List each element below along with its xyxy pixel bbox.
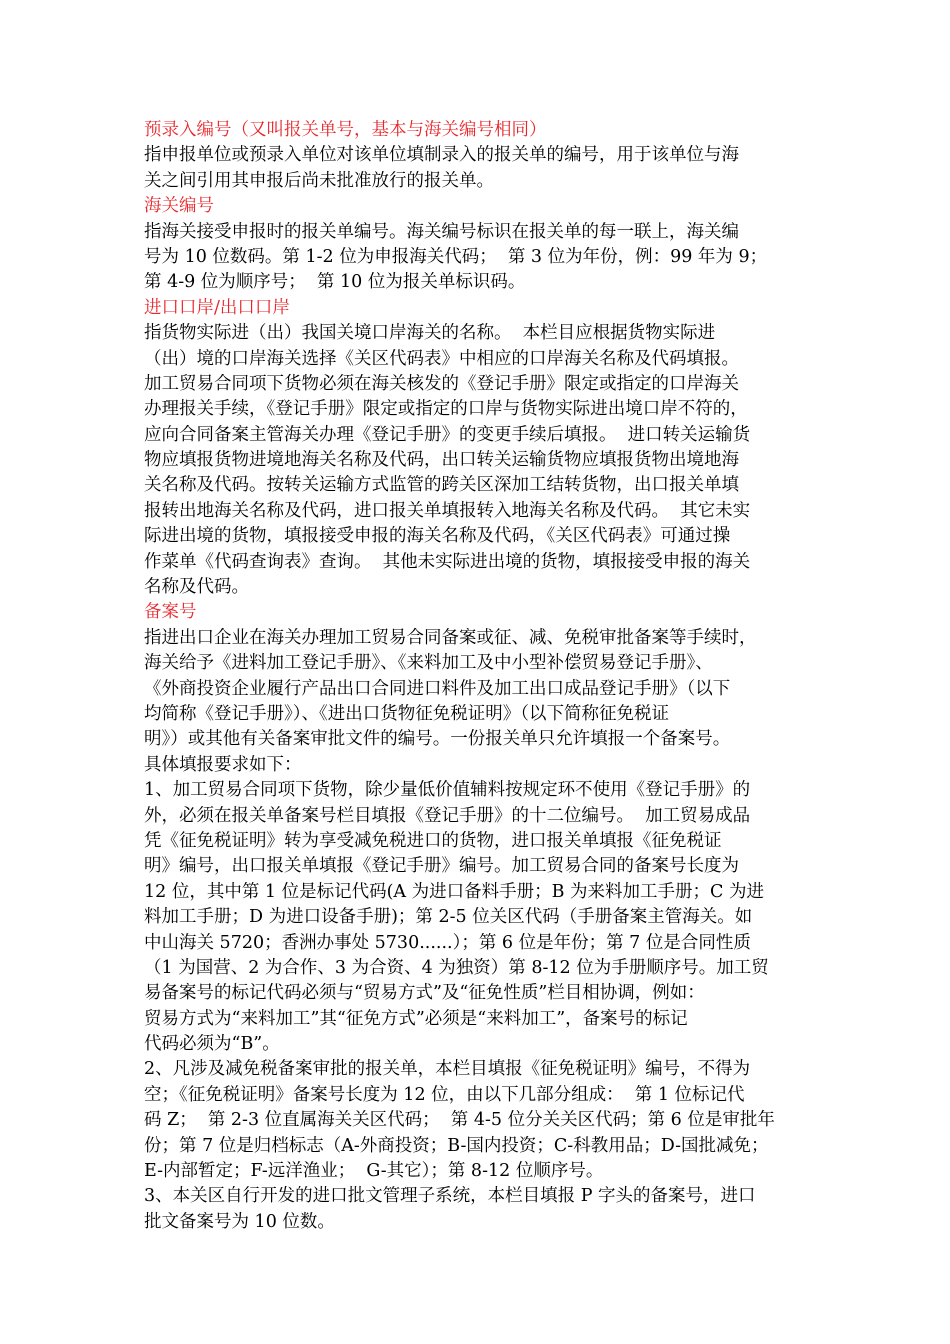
paragraph-line: 料加工手册；D 为进口设备手册)；第 2-5 位关区代码（手册备案主管海关。如 (144, 907, 753, 928)
paragraph-line: 海关给予《进料加工登记手册》、《来料加工及中小型补偿贸易登记手册》、 (144, 653, 713, 674)
section-heading: 海关编号 (144, 196, 214, 217)
section-port (144, 296, 824, 601)
section-record-number (144, 600, 824, 1235)
section-heading: 进口口岸/出口口岸 (144, 297, 290, 318)
paragraph-line: E-内部暂定；F-远洋渔业； G-其它）；第 8-12 位顺序号。 (144, 1161, 604, 1182)
paragraph-line: 物应填报货物进境地海关名称及代码，出口转关运输货物应填报货物出境地海 (144, 450, 739, 471)
section-customs-number (144, 194, 824, 296)
paragraph-line: 际进出境的货物，填报接受申报的海关名称及代码，《关区代码表》可通过操 (144, 526, 731, 547)
paragraph-line: 中山海关 5720；香洲办事处 5730......）；第 6 位是年份；第 7 位是合同性质 (144, 932, 751, 953)
paragraph-line: 号为 10 位数码。第 1-2 位为申报海关代码； 第 3 位为年份，例：99 年为 9； (144, 246, 768, 267)
document-body (144, 118, 824, 1235)
paragraph-line: 指货物实际进（出）我国关境口岸海关的名称。 本栏目应根据货物实际进 (144, 323, 716, 344)
paragraph-line: 批文备案号为 10 位数。 (144, 1211, 335, 1232)
paragraph-line: （1 为国营、2 为合作、3 为合资、4 为独资）第 8-12 位为手册顺序号。加工贸 (144, 957, 769, 978)
paragraph-line: 关之间引用其申报后尚未批准放行的报关单。 (144, 170, 494, 191)
paragraph-line: 3、本关区自行开发的进口批文管理子系统，本栏目填报 P 字头的备案号，进口 (144, 1186, 756, 1207)
paragraph-line: 易备案号的标记代码必须与“贸易方式”及“征免性质”栏目相协调，例如： (144, 983, 705, 1004)
paragraph-line: 1、加工贸易合同项下货物，除少量低价值辅料按规定环不使用《登记手册》的 (144, 780, 751, 801)
paragraph-line: （出）境的口岸海关选择《关区代码表》中相应的口岸海关名称及代码填报。 (144, 348, 739, 369)
paragraph-line: 代码必须为“B”。 (144, 1034, 280, 1055)
section-heading: 预录入编号（又叫报关单号，基本与海关编号相同） (144, 120, 547, 140)
paragraph-line: 份；第 7 位是归档标志（A-外商投资；B-国内投资；C-科教用品；D-国批减免； (144, 1135, 769, 1156)
paragraph-line: 具体填报要求如下： (144, 754, 302, 775)
paragraph-line: 外，必须在报关单备案号栏目填报《登记手册》的十二位编号。 加工贸易成品 (144, 805, 751, 826)
paragraph-line: 名称及代码。 (144, 577, 249, 598)
paragraph-line: 《外商投资企业履行产品出口合同进口料件及加工出口成品登记手册》（以下 (144, 678, 731, 699)
paragraph-line: 均简称《登记手册》）、《进出口货物征免税证明》（以下简称征免税证 (144, 703, 669, 724)
paragraph-line: 加工贸易合同项下货物必须在海关核发的《登记手册》限定或指定的口岸海关 (144, 373, 739, 394)
paragraph-line: 指进出口企业在海关办理加工贸易合同备案或征、减、免税审批备案等手续时， (144, 627, 757, 648)
paragraph-line: 12 位，其中第 1 位是标记代码(A 为进口备料手册；B 为来料加工手册；C 为进 (144, 881, 764, 902)
paragraph-line: 应向合同备案主管海关办理《登记手册》的变更手续后填报。 进口转关运输货 (144, 424, 751, 445)
paragraph-line: 报转出地海关名称及代码，进口报关单填报转入地海关名称及代码。 其它未实 (144, 500, 751, 521)
paragraph-line: 关名称及代码。按转关运输方式监管的跨关区深加工结转货物，出口报关单填 (144, 475, 739, 496)
paragraph-line: 指申报单位或预录入单位对该单位填制录入的报关单的编号，用于该单位与海 (144, 145, 739, 166)
section-preentry-number (144, 118, 824, 194)
paragraph-line: 明》）或其他有关备案审批文件的编号。一份报关单只允许填报一个备案号。 (144, 729, 731, 750)
paragraph-line: 办理报关手续，《登记手册》限定或指定的口岸与货物实际进出境口岸不符的， (144, 399, 748, 420)
paragraph-line: 第 4-9 位为顺序号； 第 10 位为报关单标识码。 (144, 272, 526, 293)
paragraph-line: 作菜单《代码查询表》查询。 其他未实际进出境的货物，填报接受申报的海关 (144, 551, 751, 572)
paragraph-line: 明》编号，出口报关单填报《登记手册》编号。加工贸易合同的备案号长度为 (144, 856, 739, 877)
paragraph-line: 指海关接受申报时的报关单编号。海关编号标识在报关单的每一联上，海关编 (144, 221, 739, 242)
paragraph-line: 凭《征免税证明》转为享受减免税进口的货物，进口报关单填报《征免税证 (144, 830, 722, 851)
paragraph-line: 2、凡涉及减免税备案审批的报关单，本栏目填报《征免税证明》编号，不得为 (144, 1059, 751, 1080)
paragraph-line: 贸易方式为“来料加工”其“征免方式”必须是“来料加工”，备案号的标记 (144, 1008, 688, 1029)
paragraph-line: 码 Z； 第 2-3 位直属海关关区代码； 第 4-5 位分关关区代码；第 6 位是审批年 (144, 1110, 775, 1131)
paragraph-line: 空；《征免税证明》备案号长度为 12 位，由以下几部分组成： 第 1 位标记代 (144, 1084, 745, 1105)
section-heading: 备案号 (144, 602, 197, 623)
